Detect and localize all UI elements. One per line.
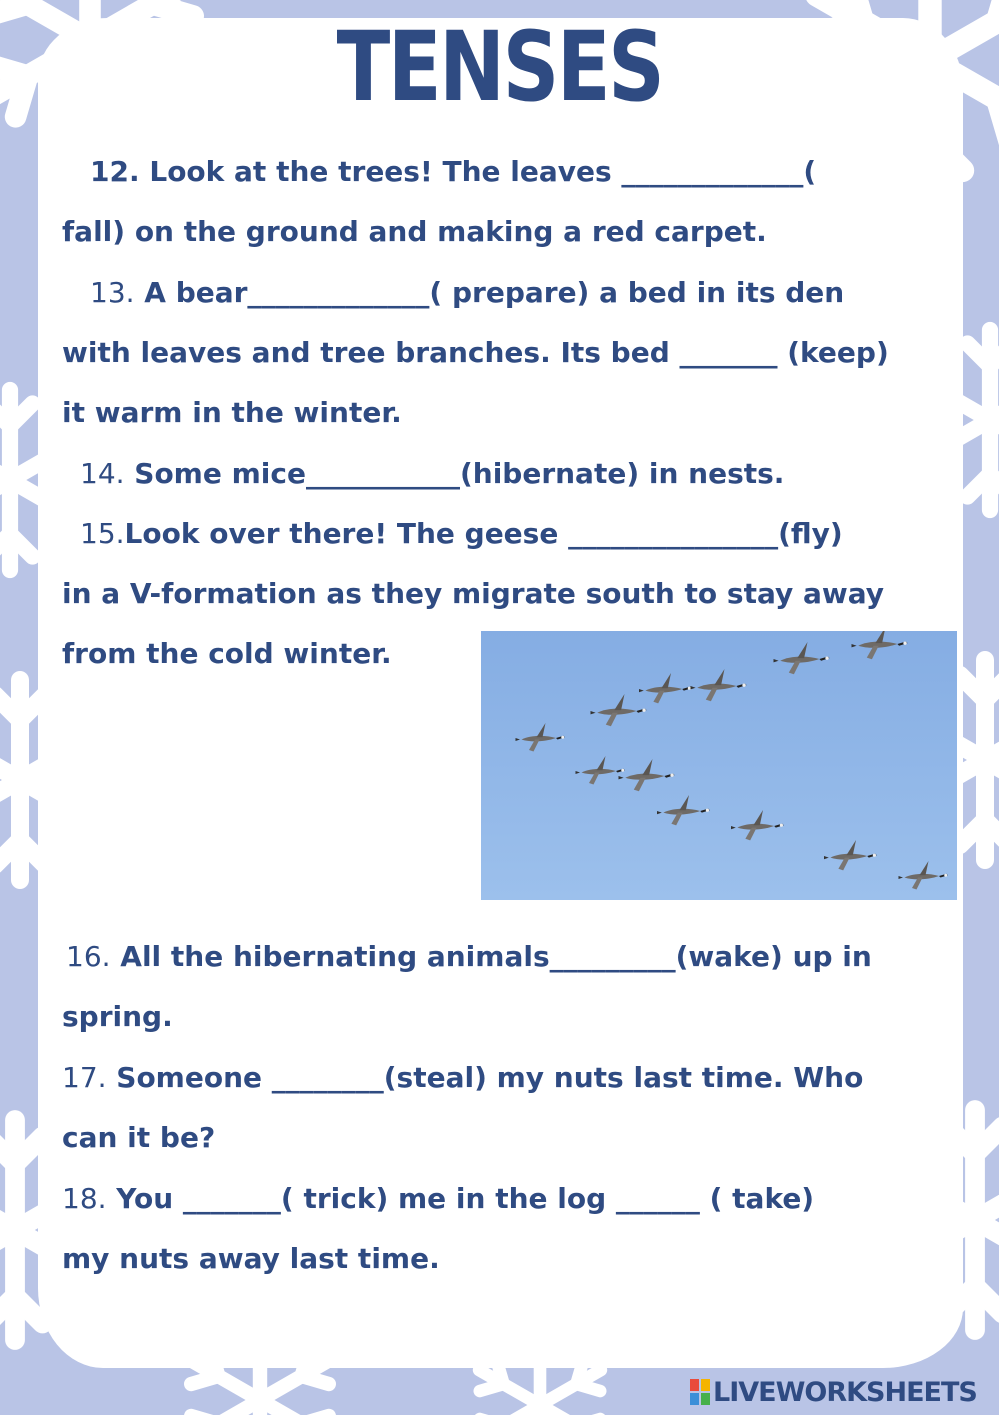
question-12-line-1 [90,152,816,192]
question-text: Look at the trees! The leaves _____________( [139,155,817,188]
question-number: 17. [62,1061,107,1094]
question-16-line-2: spring. [62,1000,173,1033]
question-13-line-3: it warm in the winter. [62,396,402,429]
question-17-line-2: can it be? [62,1121,216,1154]
question-number: 14. [80,457,125,490]
question-number: 15. [80,517,125,550]
question-15-line-3: from the cold winter. [62,637,392,670]
question-13-line-2: with leaves and tree branches. Its bed _______ (keep) [62,336,889,369]
question-13-line-1 [90,273,844,313]
question-text: All the hibernating animals_________(wake) up in [110,940,872,973]
liveworksheets-logo-icon [690,1379,710,1405]
question-text: Look over there! The geese _______________(fly) [124,517,843,550]
flying-geese-photo [481,631,957,900]
question-number: 16. [66,940,111,973]
question-text: Some mice___________(hibernate) in nests. [124,457,785,490]
question-text: You _______( trick) me in the log ______ ( take) [106,1182,815,1215]
question-14-line-1 [80,454,784,494]
page-title: TENSES [336,11,663,123]
question-text: Someone ________(steal) my nuts last time. Who [106,1061,864,1094]
brand-name: LIVEWORKSHEETS [713,1376,977,1408]
question-15-line-1 [80,514,843,554]
question-text: A bear_____________( prepare) a bed in its den [134,276,845,309]
question-17-line-1 [62,1058,863,1098]
question-number: 18. [62,1182,107,1215]
liveworksheets-branding[interactable] [690,1375,977,1409]
question-number: 13. [90,276,135,309]
question-16-line-1 [66,937,872,977]
question-18-line-2: my nuts away last time. [62,1242,440,1275]
question-12-line-2: fall) on the ground and making a red carpet. [62,215,767,248]
question-number: 12. [90,155,140,188]
question-15-line-2: in a V-formation as they migrate south to stay away [62,577,885,610]
question-18-line-1 [62,1179,814,1219]
